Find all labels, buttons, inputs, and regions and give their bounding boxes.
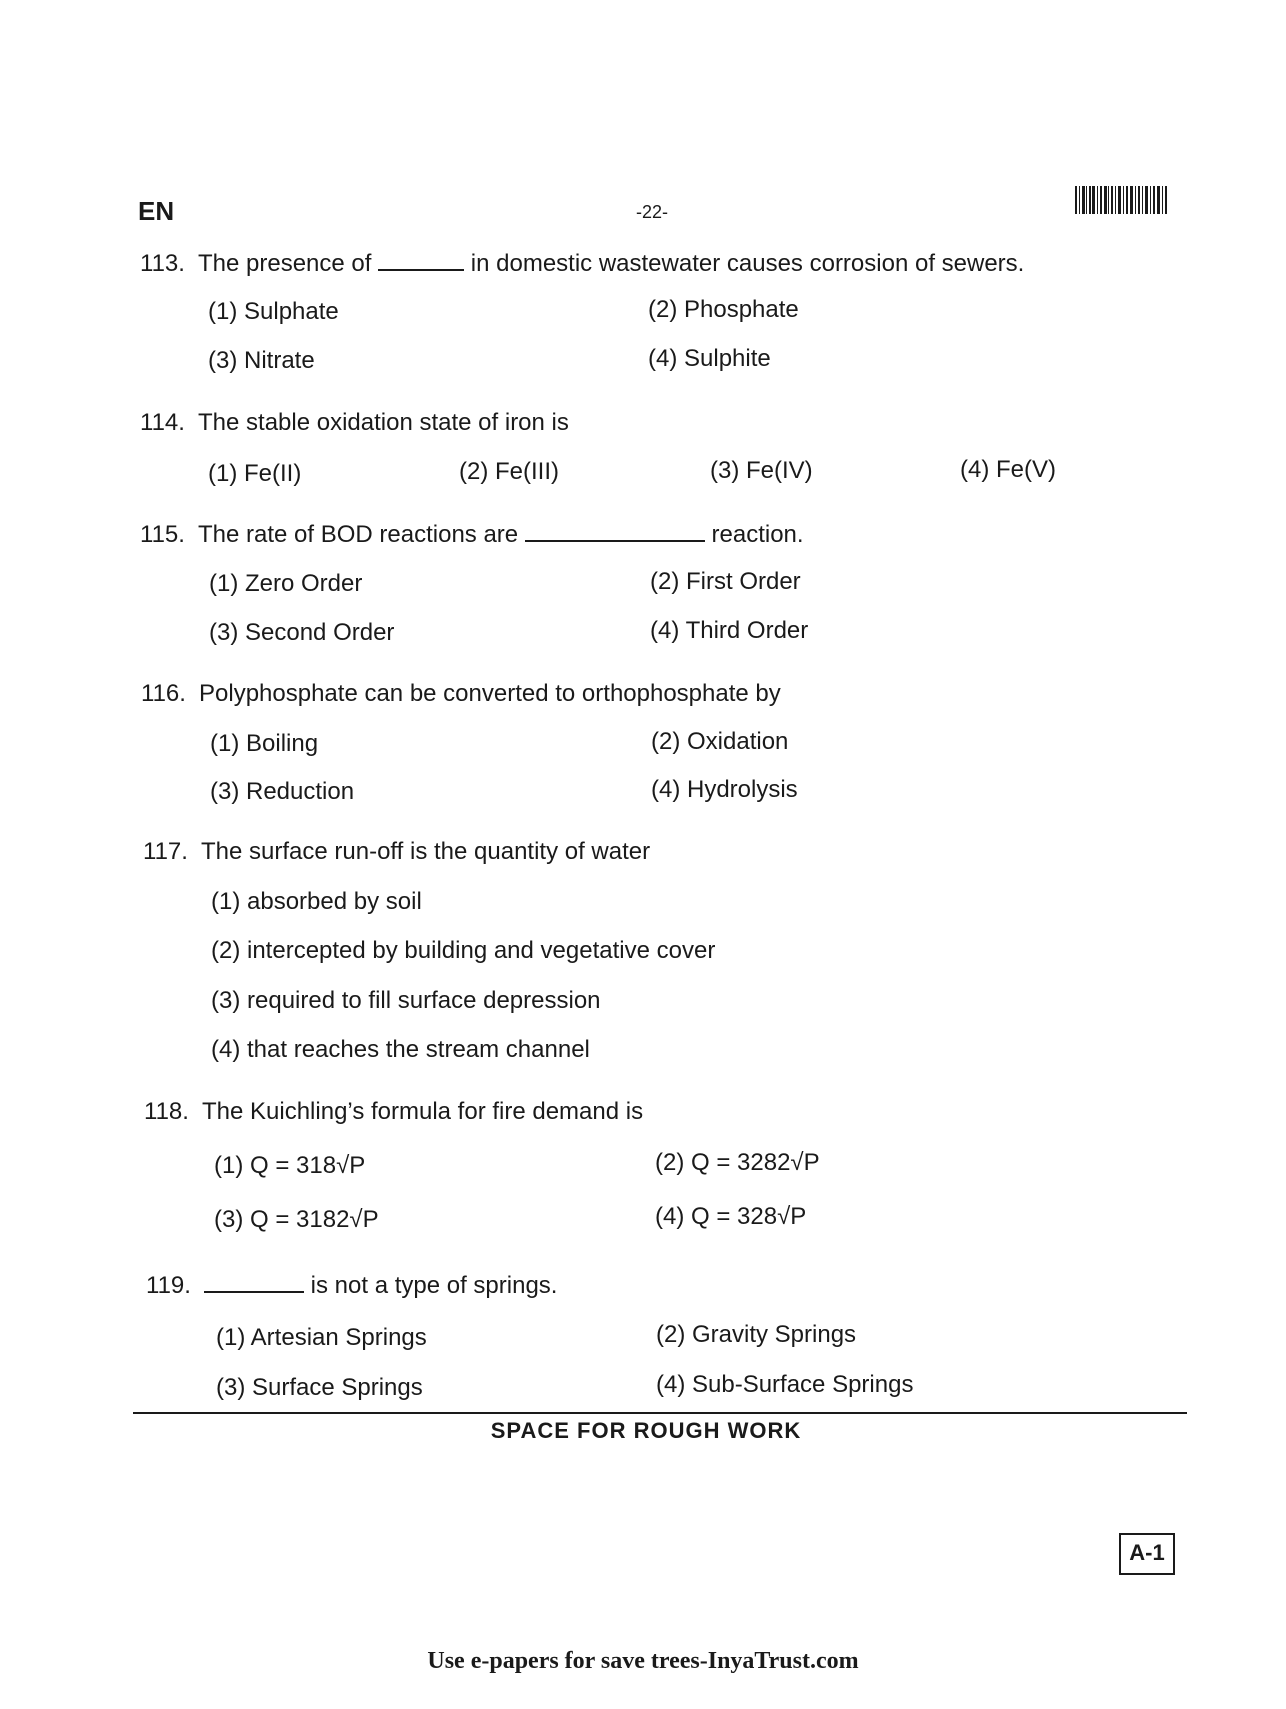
- question-text-end: is not a type of springs.: [310, 1272, 558, 1299]
- option-118-3: (3) Q = 3182√P: [214, 1206, 379, 1233]
- option-115-3: (3) Second Order: [209, 619, 395, 646]
- option-113-2: (2) Phosphate: [648, 296, 799, 323]
- option-114-2: (2) Fe(III): [459, 458, 559, 485]
- question-116: [141, 680, 781, 708]
- option-113-3: (3) Nitrate: [208, 347, 315, 374]
- option-114-3: (3) Fe(IV): [710, 457, 813, 484]
- option-116-1: (1) Boiling: [210, 730, 319, 757]
- question-text-start: The presence of: [198, 250, 372, 277]
- option-113-1: (1) Sulphate: [208, 298, 339, 325]
- booklet-code: A-1: [1119, 1533, 1175, 1575]
- question-117: [143, 838, 650, 866]
- option-114-4: (4) Fe(V): [960, 456, 1056, 483]
- question-text-start: The rate of BOD reactions are: [198, 521, 519, 548]
- option-116-3: (3) Reduction: [210, 778, 355, 805]
- answer-blank: [525, 520, 705, 542]
- question-text: The Kuichling’s formula for fire demand is: [202, 1098, 644, 1125]
- question-number: 119.: [146, 1272, 191, 1299]
- page-number: -22-: [636, 202, 669, 222]
- question-text: Polyphosphate can be converted to orthophosphate by: [199, 680, 781, 707]
- question-number: 114.: [140, 409, 185, 436]
- question-number: 116.: [141, 680, 186, 707]
- option-119-4: (4) Sub-Surface Springs: [656, 1371, 914, 1398]
- option-119-2: (2) Gravity Springs: [656, 1321, 857, 1348]
- question-number: 117.: [143, 838, 188, 865]
- option-115-2: (2) First Order: [650, 568, 801, 595]
- question-text-end: in domestic wastewater causes corrosion of sewers.: [470, 250, 1025, 277]
- question-115: [140, 520, 804, 549]
- option-118-4: (4) Q = 328√P: [655, 1203, 807, 1230]
- footer-text: Use e-papers for save trees-InyaTrust.com: [427, 1648, 859, 1674]
- question-text: The surface run-off is the quantity of water: [201, 838, 651, 865]
- question-number: 115.: [140, 521, 185, 548]
- option-118-1: (1) Q = 318√P: [214, 1152, 366, 1179]
- answer-blank: [378, 249, 464, 271]
- rough-work-label: SPACE FOR ROUGH WORK: [490, 1418, 802, 1443]
- option-114-1: (1) Fe(II): [208, 460, 302, 487]
- question-113: [140, 249, 1024, 278]
- option-119-3: (3) Surface Springs: [216, 1374, 423, 1401]
- question-text-end: reaction.: [711, 521, 804, 548]
- option-117-4: (4) that reaches the stream channel: [211, 1036, 590, 1063]
- subject-code: EN: [138, 196, 175, 226]
- option-115-1: (1) Zero Order: [209, 570, 363, 597]
- question-119: [146, 1271, 557, 1300]
- option-117-1: (1) absorbed by soil: [211, 888, 422, 915]
- question-118: [144, 1098, 643, 1126]
- option-113-4: (4) Sulphite: [648, 345, 771, 372]
- answer-blank: [204, 1271, 304, 1293]
- option-115-4: (4) Third Order: [650, 617, 809, 644]
- option-116-2: (2) Oxidation: [651, 728, 789, 755]
- question-number: 118.: [144, 1098, 189, 1125]
- barcode-icon: [1075, 186, 1167, 214]
- option-117-2: (2) intercepted by building and vegetative cover: [211, 937, 716, 964]
- option-116-4: (4) Hydrolysis: [651, 776, 798, 803]
- option-117-3: (3) required to fill surface depression: [211, 987, 601, 1014]
- question-text: The stable oxidation state of iron is: [198, 409, 569, 436]
- option-118-2: (2) Q = 3282√P: [655, 1149, 820, 1176]
- option-119-1: (1) Artesian Springs: [216, 1324, 427, 1351]
- question-114: [140, 409, 569, 437]
- rough-work-divider: [133, 1412, 1187, 1414]
- question-number: 113.: [140, 250, 185, 277]
